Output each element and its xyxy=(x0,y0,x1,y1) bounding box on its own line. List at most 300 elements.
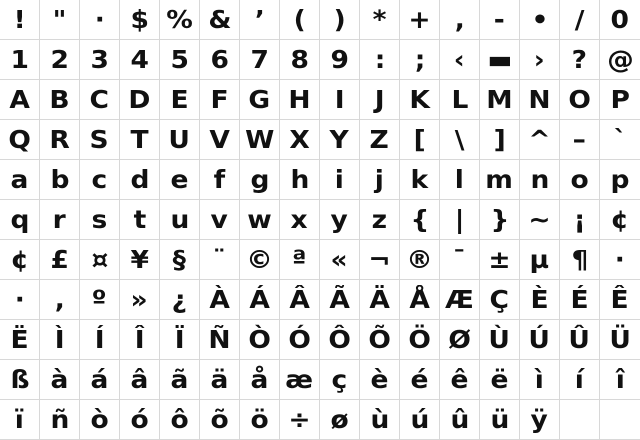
glyph-character: ( xyxy=(293,5,306,34)
glyph-character: ê xyxy=(450,365,469,394)
glyph-character: ¿ xyxy=(171,285,188,314)
glyph-character: G xyxy=(248,85,271,114)
glyph-cell[interactable] xyxy=(480,360,520,400)
glyph-character: c xyxy=(91,165,108,194)
glyph-cell[interactable] xyxy=(160,80,200,120)
glyph-character: ô xyxy=(170,405,189,434)
glyph-character: ö xyxy=(250,405,269,434)
glyph-cell[interactable] xyxy=(400,360,440,400)
glyph-character: ÷ xyxy=(288,405,311,434)
glyph-character: X xyxy=(289,125,310,154)
glyph-cell[interactable] xyxy=(360,40,400,80)
glyph-character: ò xyxy=(90,405,109,434)
glyph-cell[interactable] xyxy=(80,240,120,280)
glyph-cell[interactable] xyxy=(40,160,80,200)
glyph-cell[interactable] xyxy=(280,240,320,280)
glyph-character: N xyxy=(528,85,551,114)
glyph-cell[interactable] xyxy=(360,360,400,400)
glyph-cell[interactable] xyxy=(280,320,320,360)
glyph-cell[interactable] xyxy=(480,160,520,200)
glyph-character: 3 xyxy=(90,45,109,74)
glyph-character: A xyxy=(9,85,30,114)
glyph-cell[interactable] xyxy=(280,360,320,400)
glyph-cell[interactable] xyxy=(600,400,640,440)
glyph-cell[interactable] xyxy=(80,320,120,360)
glyph-cell[interactable] xyxy=(80,0,120,40)
glyph-character: g xyxy=(250,165,269,194)
glyph-character: ! xyxy=(13,5,26,34)
glyph-cell[interactable] xyxy=(240,320,280,360)
glyph-cell[interactable] xyxy=(80,400,120,440)
glyph-cell[interactable] xyxy=(0,80,40,120)
glyph-cell[interactable] xyxy=(40,200,80,240)
glyph-cell[interactable] xyxy=(600,360,640,400)
glyph-character: · xyxy=(94,5,105,34)
glyph-cell[interactable] xyxy=(360,120,400,160)
glyph-cell[interactable] xyxy=(200,0,240,40)
glyph-cell[interactable] xyxy=(360,160,400,200)
glyph-cell[interactable] xyxy=(440,280,480,320)
glyph-cell[interactable] xyxy=(480,240,520,280)
glyph-cell[interactable] xyxy=(0,280,40,320)
glyph-cell[interactable] xyxy=(400,200,440,240)
glyph-character: õ xyxy=(210,405,229,434)
glyph-character: j xyxy=(374,165,385,194)
glyph-character: ü xyxy=(490,405,509,434)
glyph-cell[interactable] xyxy=(520,360,560,400)
glyph-cell[interactable] xyxy=(0,160,40,200)
glyph-cell[interactable] xyxy=(280,200,320,240)
glyph-cell[interactable] xyxy=(480,400,520,440)
glyph-character: E xyxy=(170,85,189,114)
glyph-cell[interactable] xyxy=(320,280,360,320)
glyph-character: Á xyxy=(249,285,270,314)
glyph-character: | xyxy=(454,205,465,234)
glyph-cell[interactable] xyxy=(560,160,600,200)
glyph-character: , xyxy=(54,285,65,314)
glyph-cell[interactable] xyxy=(240,80,280,120)
glyph-character: ± xyxy=(488,245,511,274)
glyph-cell[interactable] xyxy=(280,400,320,440)
glyph-character: ¤ xyxy=(91,245,108,274)
glyph-character: & xyxy=(207,5,232,34)
glyph-cell[interactable] xyxy=(520,280,560,320)
glyph-cell[interactable] xyxy=(240,40,280,80)
glyph-cell[interactable] xyxy=(0,400,40,440)
glyph-cell[interactable] xyxy=(440,360,480,400)
glyph-cell[interactable] xyxy=(40,400,80,440)
glyph-character: ë xyxy=(490,365,509,394)
glyph-cell[interactable] xyxy=(360,280,400,320)
glyph-cell[interactable] xyxy=(480,0,520,40)
glyph-cell[interactable] xyxy=(520,240,560,280)
glyph-character: ¯ xyxy=(452,245,467,274)
glyph-cell[interactable] xyxy=(400,40,440,80)
glyph-cell[interactable] xyxy=(80,160,120,200)
glyph-cell[interactable] xyxy=(160,400,200,440)
glyph-character: à xyxy=(50,365,69,394)
glyph-character: å xyxy=(250,365,269,394)
glyph-character: b xyxy=(50,165,69,194)
glyph-cell[interactable] xyxy=(160,40,200,80)
glyph-character: ñ xyxy=(50,405,69,434)
glyph-character: « xyxy=(330,245,349,274)
glyph-cell[interactable] xyxy=(320,160,360,200)
glyph-character: Y xyxy=(329,125,350,154)
glyph-character: » xyxy=(130,285,149,314)
glyph-character: ú xyxy=(410,405,429,434)
glyph-cell[interactable] xyxy=(120,240,160,280)
glyph-cell[interactable] xyxy=(200,200,240,240)
glyph-character: Ç xyxy=(489,285,510,314)
glyph-cell[interactable] xyxy=(120,280,160,320)
glyph-cell[interactable] xyxy=(520,320,560,360)
glyph-cell[interactable] xyxy=(0,200,40,240)
glyph-cell[interactable] xyxy=(480,80,520,120)
glyph-cell[interactable] xyxy=(160,280,200,320)
glyph-cell[interactable] xyxy=(160,240,200,280)
glyph-cell[interactable] xyxy=(200,320,240,360)
glyph-character: n xyxy=(530,165,549,194)
glyph-cell[interactable] xyxy=(600,0,640,40)
glyph-cell[interactable] xyxy=(120,360,160,400)
glyph-cell[interactable] xyxy=(400,0,440,40)
glyph-cell[interactable] xyxy=(120,120,160,160)
glyph-cell[interactable] xyxy=(440,0,480,40)
glyph-cell[interactable] xyxy=(80,40,120,80)
glyph-cell[interactable] xyxy=(320,200,360,240)
glyph-cell[interactable] xyxy=(40,120,80,160)
glyph-character: È xyxy=(530,285,549,314)
glyph-cell[interactable] xyxy=(80,80,120,120)
glyph-cell[interactable] xyxy=(200,160,240,200)
glyph-character: í xyxy=(574,365,585,394)
glyph-character: m xyxy=(485,165,514,194)
glyph-cell[interactable] xyxy=(600,200,640,240)
glyph-cell[interactable] xyxy=(80,280,120,320)
glyph-cell[interactable] xyxy=(160,200,200,240)
glyph-cell[interactable] xyxy=(240,120,280,160)
glyph-character: 8 xyxy=(290,45,309,74)
glyph-cell[interactable] xyxy=(520,200,560,240)
glyph-character: 9 xyxy=(330,45,349,74)
glyph-cell[interactable] xyxy=(160,0,200,40)
glyph-cell[interactable] xyxy=(520,80,560,120)
glyph-cell[interactable] xyxy=(440,240,480,280)
glyph-cell[interactable] xyxy=(320,80,360,120)
glyph-cell[interactable] xyxy=(600,160,640,200)
glyph-cell[interactable] xyxy=(560,320,600,360)
glyph-character: ▬ xyxy=(486,45,513,74)
glyph-cell[interactable] xyxy=(600,240,640,280)
glyph-character: , xyxy=(454,5,465,34)
glyph-character: ` xyxy=(613,125,627,154)
glyph-cell[interactable] xyxy=(560,400,600,440)
glyph-cell[interactable] xyxy=(560,240,600,280)
glyph-character: 0 xyxy=(610,5,630,34)
glyph-character: Ê xyxy=(610,285,630,314)
glyph-cell[interactable] xyxy=(400,120,440,160)
glyph-character: Ó xyxy=(288,325,311,354)
glyph-character: © xyxy=(246,245,273,274)
glyph-cell[interactable] xyxy=(440,80,480,120)
glyph-character: Ù xyxy=(488,325,511,354)
glyph-character: ù xyxy=(370,405,389,434)
glyph-cell[interactable] xyxy=(480,280,520,320)
glyph-cell[interactable] xyxy=(40,280,80,320)
glyph-character: O xyxy=(568,85,591,114)
glyph-character: á xyxy=(90,365,109,394)
glyph-cell[interactable] xyxy=(400,160,440,200)
glyph-character: H xyxy=(288,85,311,114)
glyph-cell[interactable] xyxy=(0,120,40,160)
glyph-character: Õ xyxy=(368,325,391,354)
glyph-character: w xyxy=(247,205,272,234)
glyph-character: K xyxy=(409,85,430,114)
glyph-character: ’ xyxy=(254,5,265,34)
glyph-cell[interactable] xyxy=(160,120,200,160)
glyph-cell[interactable] xyxy=(360,200,400,240)
glyph-cell[interactable] xyxy=(560,200,600,240)
glyph-cell[interactable] xyxy=(240,360,280,400)
glyph-cell[interactable] xyxy=(400,80,440,120)
glyph-character: ) xyxy=(333,5,346,34)
glyph-character: ä xyxy=(210,365,229,394)
glyph-cell[interactable] xyxy=(320,320,360,360)
glyph-cell[interactable] xyxy=(0,240,40,280)
glyph-cell[interactable] xyxy=(240,0,280,40)
glyph-cell[interactable] xyxy=(120,200,160,240)
glyph-character: % xyxy=(166,5,193,34)
glyph-cell[interactable] xyxy=(600,40,640,80)
glyph-character: y xyxy=(330,205,349,234)
glyph-cell[interactable] xyxy=(600,120,640,160)
glyph-character: Ä xyxy=(369,285,390,314)
glyph-character: À xyxy=(209,285,230,314)
glyph-cell[interactable] xyxy=(520,40,560,80)
glyph-cell[interactable] xyxy=(160,320,200,360)
glyph-character: · xyxy=(14,285,25,314)
glyph-cell[interactable] xyxy=(240,280,280,320)
glyph-cell[interactable] xyxy=(0,40,40,80)
glyph-cell[interactable] xyxy=(560,40,600,80)
glyph-character: Ë xyxy=(10,325,29,354)
glyph-cell[interactable] xyxy=(200,400,240,440)
glyph-character: 5 xyxy=(170,45,189,74)
glyph-cell[interactable] xyxy=(40,240,80,280)
glyph-character: Ô xyxy=(328,325,351,354)
glyph-character: ¬ xyxy=(368,245,391,274)
glyph-cell[interactable] xyxy=(40,320,80,360)
glyph-cell[interactable] xyxy=(120,40,160,80)
glyph-cell[interactable] xyxy=(40,40,80,80)
glyph-cell[interactable] xyxy=(280,80,320,120)
glyph-cell[interactable] xyxy=(200,80,240,120)
glyph-cell[interactable] xyxy=(560,120,600,160)
glyph-character: - xyxy=(493,5,505,34)
glyph-cell[interactable] xyxy=(520,0,560,40)
glyph-cell[interactable] xyxy=(200,240,240,280)
glyph-cell[interactable] xyxy=(160,160,200,200)
glyph-cell[interactable] xyxy=(120,80,160,120)
glyph-cell[interactable] xyxy=(440,320,480,360)
glyph-cell[interactable] xyxy=(160,360,200,400)
glyph-cell[interactable] xyxy=(400,240,440,280)
glyph-cell[interactable] xyxy=(360,80,400,120)
glyph-cell[interactable] xyxy=(360,0,400,40)
glyph-cell[interactable] xyxy=(560,0,600,40)
glyph-character: i xyxy=(334,165,345,194)
glyph-character: û xyxy=(450,405,469,434)
glyph-cell[interactable] xyxy=(320,40,360,80)
glyph-cell[interactable] xyxy=(520,160,560,200)
glyph-character: \ xyxy=(454,125,465,154)
glyph-cell[interactable] xyxy=(320,0,360,40)
glyph-character: 2 xyxy=(50,45,69,74)
glyph-character: É xyxy=(570,285,589,314)
glyph-cell[interactable] xyxy=(280,120,320,160)
glyph-cell[interactable] xyxy=(400,400,440,440)
glyph-cell[interactable] xyxy=(80,120,120,160)
glyph-character: V xyxy=(209,125,230,154)
glyph-cell[interactable] xyxy=(240,160,280,200)
glyph-cell[interactable] xyxy=(360,240,400,280)
glyph-cell[interactable] xyxy=(440,40,480,80)
glyph-character: 7 xyxy=(250,45,269,74)
glyph-character: ã xyxy=(170,365,189,394)
glyph-character: ¥ xyxy=(130,245,149,274)
glyph-cell[interactable] xyxy=(80,360,120,400)
glyph-character: ¢ xyxy=(10,245,29,274)
glyph-cell[interactable] xyxy=(40,80,80,120)
glyph-cell[interactable] xyxy=(120,320,160,360)
glyph-character: d xyxy=(130,165,149,194)
glyph-character: B xyxy=(49,85,70,114)
glyph-character: Í xyxy=(94,325,105,354)
glyph-cell[interactable] xyxy=(120,160,160,200)
glyph-cell[interactable] xyxy=(280,0,320,40)
glyph-cell[interactable] xyxy=(200,40,240,80)
glyph-cell[interactable] xyxy=(480,320,520,360)
glyph-character: R xyxy=(49,125,70,154)
glyph-cell[interactable] xyxy=(400,320,440,360)
glyph-cell[interactable] xyxy=(280,160,320,200)
glyph-character: Q xyxy=(8,125,31,154)
glyph-cell[interactable] xyxy=(0,360,40,400)
glyph-cell[interactable] xyxy=(200,280,240,320)
glyph-cell[interactable] xyxy=(0,320,40,360)
glyph-cell[interactable] xyxy=(600,280,640,320)
glyph-character: $ xyxy=(130,5,149,34)
glyph-character: Ö xyxy=(408,325,431,354)
glyph-cell[interactable] xyxy=(480,120,520,160)
glyph-cell[interactable] xyxy=(0,0,40,40)
glyph-character: S xyxy=(89,125,110,154)
glyph-character: 6 xyxy=(210,45,229,74)
glyph-character: Ì xyxy=(54,325,65,354)
glyph-cell[interactable] xyxy=(560,280,600,320)
glyph-character: ¶ xyxy=(571,245,588,274)
glyph-cell[interactable] xyxy=(80,200,120,240)
glyph-character: a xyxy=(10,165,29,194)
glyph-character: Z xyxy=(369,125,390,154)
glyph-character: ‹ xyxy=(454,45,465,74)
glyph-character: t xyxy=(133,205,146,234)
glyph-cell[interactable] xyxy=(40,360,80,400)
glyph-cell[interactable] xyxy=(360,320,400,360)
glyph-character: è xyxy=(370,365,389,394)
glyph-character: F xyxy=(210,85,229,114)
glyph-cell[interactable] xyxy=(600,80,640,120)
glyph-cell[interactable] xyxy=(240,200,280,240)
glyph-character: } xyxy=(490,205,509,234)
glyph-cell[interactable] xyxy=(240,240,280,280)
glyph-character: ÿ xyxy=(530,405,549,434)
glyph-character: s xyxy=(91,205,108,234)
glyph-character: ì xyxy=(534,365,545,394)
glyph-character: § xyxy=(172,245,187,274)
glyph-character: • xyxy=(531,5,548,34)
glyph-cell[interactable] xyxy=(120,0,160,40)
glyph-cell[interactable] xyxy=(400,280,440,320)
glyph-character: J xyxy=(374,85,385,114)
glyph-character: º xyxy=(92,285,107,314)
glyph-character: q xyxy=(10,205,29,234)
glyph-cell[interactable] xyxy=(320,360,360,400)
glyph-character: { xyxy=(410,205,429,234)
glyph-cell[interactable] xyxy=(120,400,160,440)
glyph-character: î xyxy=(615,365,625,394)
glyph-character: · xyxy=(614,245,626,274)
glyph-character: f xyxy=(213,165,226,194)
glyph-cell[interactable] xyxy=(200,120,240,160)
glyph-character: ¨ xyxy=(212,245,227,274)
glyph-character: " xyxy=(52,5,67,34)
glyph-cell[interactable] xyxy=(440,400,480,440)
glyph-cell[interactable] xyxy=(320,240,360,280)
glyph-cell[interactable] xyxy=(600,320,640,360)
glyph-cell[interactable] xyxy=(520,120,560,160)
glyph-character: ª xyxy=(292,245,307,274)
glyph-character: Â xyxy=(289,285,310,314)
glyph-cell[interactable] xyxy=(280,280,320,320)
glyph-cell[interactable] xyxy=(560,360,600,400)
glyph-character: Ü xyxy=(609,325,631,354)
glyph-character: ; xyxy=(414,45,425,74)
glyph-cell[interactable] xyxy=(480,40,520,80)
glyph-cell[interactable] xyxy=(200,360,240,400)
glyph-cell[interactable] xyxy=(280,40,320,80)
glyph-cell[interactable] xyxy=(520,400,560,440)
glyph-cell[interactable] xyxy=(240,400,280,440)
glyph-cell[interactable] xyxy=(320,400,360,440)
glyph-cell[interactable] xyxy=(40,0,80,40)
glyph-cell[interactable] xyxy=(440,120,480,160)
glyph-cell[interactable] xyxy=(440,160,480,200)
glyph-character: e xyxy=(170,165,189,194)
glyph-character: k xyxy=(410,165,429,194)
glyph-cell[interactable] xyxy=(320,120,360,160)
glyph-character: ß xyxy=(9,365,30,394)
glyph-character: Ï xyxy=(174,325,185,354)
glyph-character: + xyxy=(408,5,431,34)
glyph-character: Ø xyxy=(448,325,471,354)
glyph-character: ó xyxy=(130,405,149,434)
glyph-cell[interactable] xyxy=(480,200,520,240)
glyph-cell[interactable] xyxy=(440,200,480,240)
glyph-cell[interactable] xyxy=(360,400,400,440)
glyph-cell[interactable] xyxy=(560,80,600,120)
